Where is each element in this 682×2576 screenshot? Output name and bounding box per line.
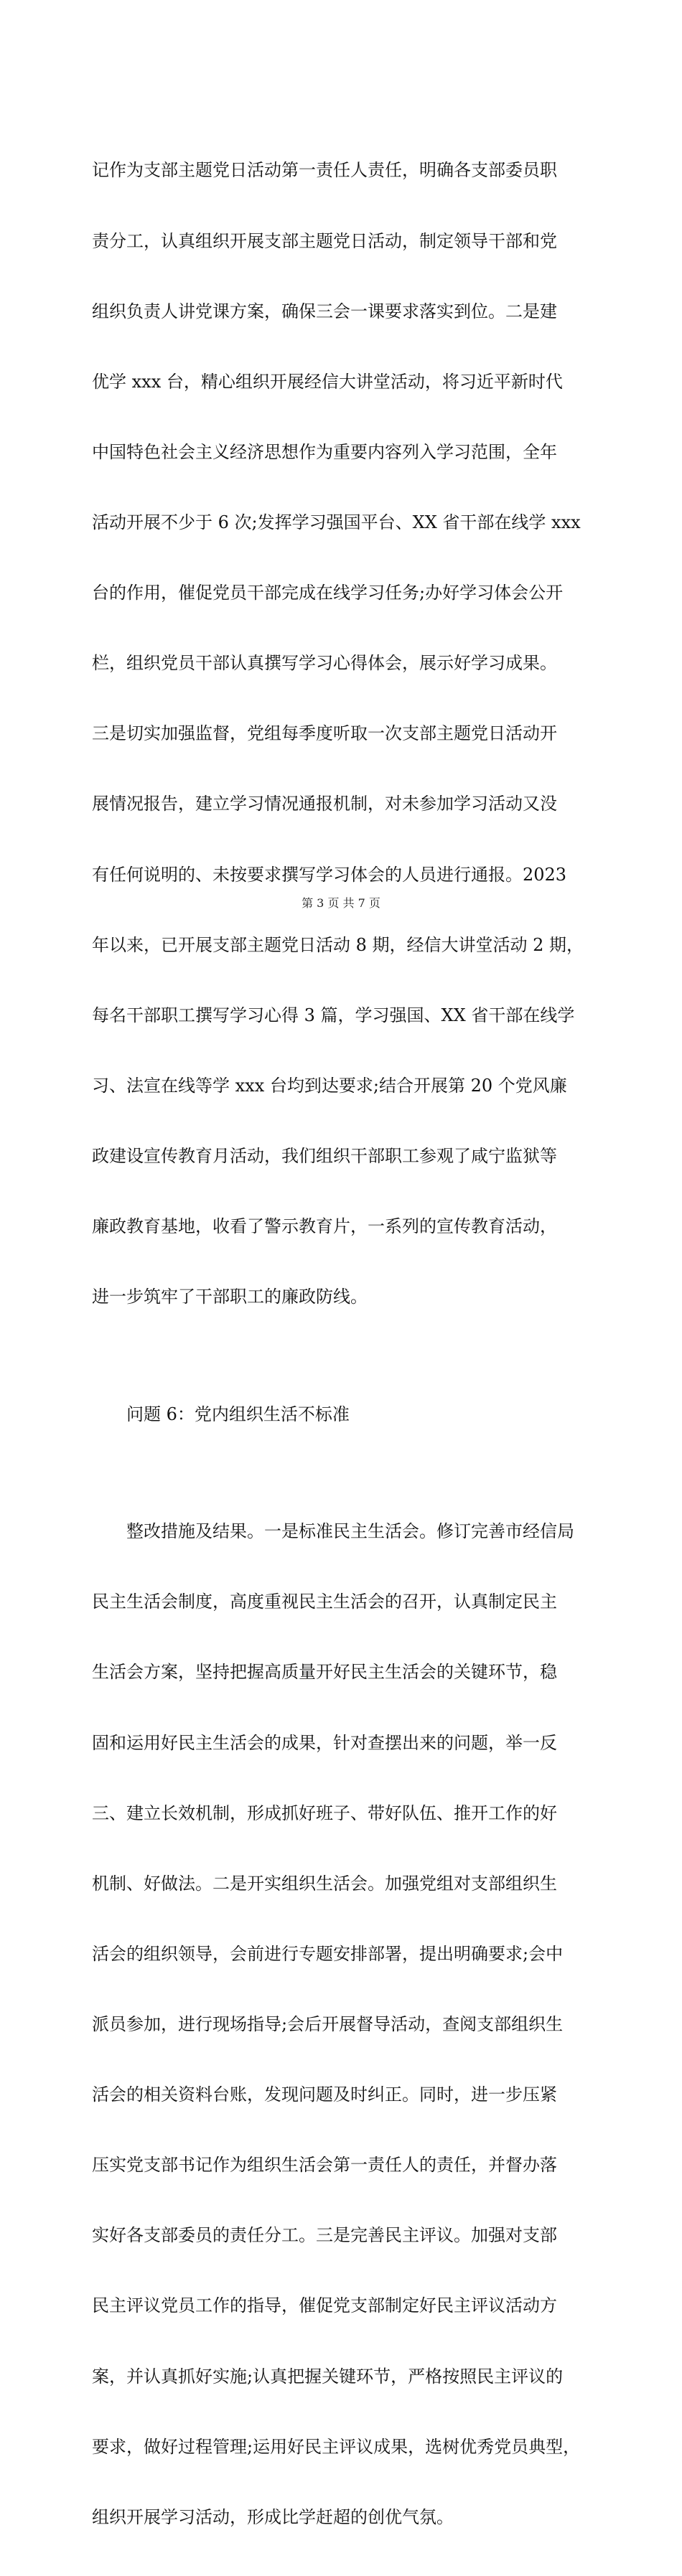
- text-line: 展情况报告，建立学习情况通报机制，对未参加学习活动又没: [92, 794, 557, 814]
- text-line: 三是切实加强监督，党组每季度听取一次支部主题党日活动开: [92, 723, 557, 744]
- text-line: 廉政教育基地，收看了警示教育片，一系列的宣传教育活动，: [92, 1216, 557, 1237]
- text-line: 压实党支部书记作为组织生活会第一责任人的责任，并督办落: [92, 2155, 557, 2176]
- text-line: 责分工，认真组织开展支部主题党日活动，制定领导干部和党: [92, 230, 557, 251]
- text-line: 进一步筑牢了干部职工的廉政防线。: [92, 1287, 368, 1307]
- text-line: 中国特色社会主义经济思想作为重要内容列入学习范围，全年: [92, 441, 557, 462]
- document-body: [92, 112, 606, 2576]
- text-line: 要求，做好过程管理;运用好民主评议成果，选树优秀党员典型，: [92, 2436, 581, 2457]
- text-line: 组织负责人讲党课方案，确保三会一课要求落实到位。二是建: [92, 301, 557, 321]
- text-line: 机制、好做法。二是开实组织生活会。加强党组对支部组织生: [92, 1873, 557, 1894]
- text-line: 活会的相关资料台账，发现问题及时纠正。同时，进一步压紧: [92, 2084, 557, 2105]
- section-heading: [92, 1355, 606, 1473]
- text-line: 民主生活会制度，高度重视民主生活会的召开，认真制定民主: [92, 1592, 557, 1612]
- text-line: 派员参加，进行现场指导;会后开展督导活动，查阅支部组织生: [92, 2013, 564, 2034]
- text-line: 活动开展不少于 6 次;发挥学习强国平台、XX 省干部在线学 xxx: [92, 512, 581, 532]
- text-line: 年以来，已开展支部主题党日活动 8 期，经信大讲堂活动 2 期，: [92, 934, 584, 955]
- text-line: 固和运用好民主生活会的成果，针对查摆出来的问题，举一反: [92, 1732, 557, 1753]
- text-line: 实好各支部委员的责任分工。三是完善民主评议。加强对支部: [92, 2225, 557, 2246]
- text-line: 记作为支部主题党日活动第一责任人责任，明确各支部委员职: [92, 160, 557, 181]
- text-line: 整改措施及结果。一是标准民主生活会。修订完善市经信局: [126, 1521, 574, 1542]
- heading-line: 问题 6：党内组织生活不标准: [126, 1404, 350, 1424]
- text-line: 三、建立长效机制，形成抓好班子、带好队伍、推开工作的好: [92, 1802, 557, 1823]
- text-line: 组织开展学习活动，形成比学赶超的创优气氛。: [92, 2506, 454, 2527]
- text-line: 民主评议党员工作的指导，催促党支部制定好民主评议活动方: [92, 2295, 557, 2316]
- text-line: 每名干部职工撰写学习心得 3 篇，学习强国、XX 省干部在线学: [92, 1005, 575, 1025]
- text-line: 有任何说明的、未按要求撰写学习体会的人员进行通报。2023: [92, 864, 567, 885]
- text-line: 习、法宣在线等学 xxx 台均到达要求;结合开展第 20 个党风廉: [92, 1075, 567, 1096]
- text-line: 优学 xxx 台，精心组织开展经信大讲堂活动，将习近平新时代: [92, 371, 563, 392]
- paragraph-continuation: [92, 112, 606, 1355]
- text-line: 活会的组织领导，会前进行专题安排部署，提出明确要求;会中: [92, 1943, 564, 1964]
- text-line: 案，并认真抓好实施;认真把握关键环节，严格按照民主评议的: [92, 2366, 564, 2387]
- text-line: 生活会方案，坚持把握高质量开好民主生活会的关键环节，稳: [92, 1662, 557, 1683]
- text-line: 台的作用，催促党员干部完成在线学习任务;办好学习体会公开: [92, 583, 564, 603]
- text-line: 政建设宣传教育月活动，我们组织干部职工参观了咸宁监狱等: [92, 1145, 557, 1166]
- paragraph-measures: [92, 1473, 606, 2576]
- page-number-footer: 第 3 页 共 7 页: [302, 896, 380, 910]
- text-line: 栏，组织党员干部认真撰写学习心得体会，展示好学习成果。: [92, 653, 557, 674]
